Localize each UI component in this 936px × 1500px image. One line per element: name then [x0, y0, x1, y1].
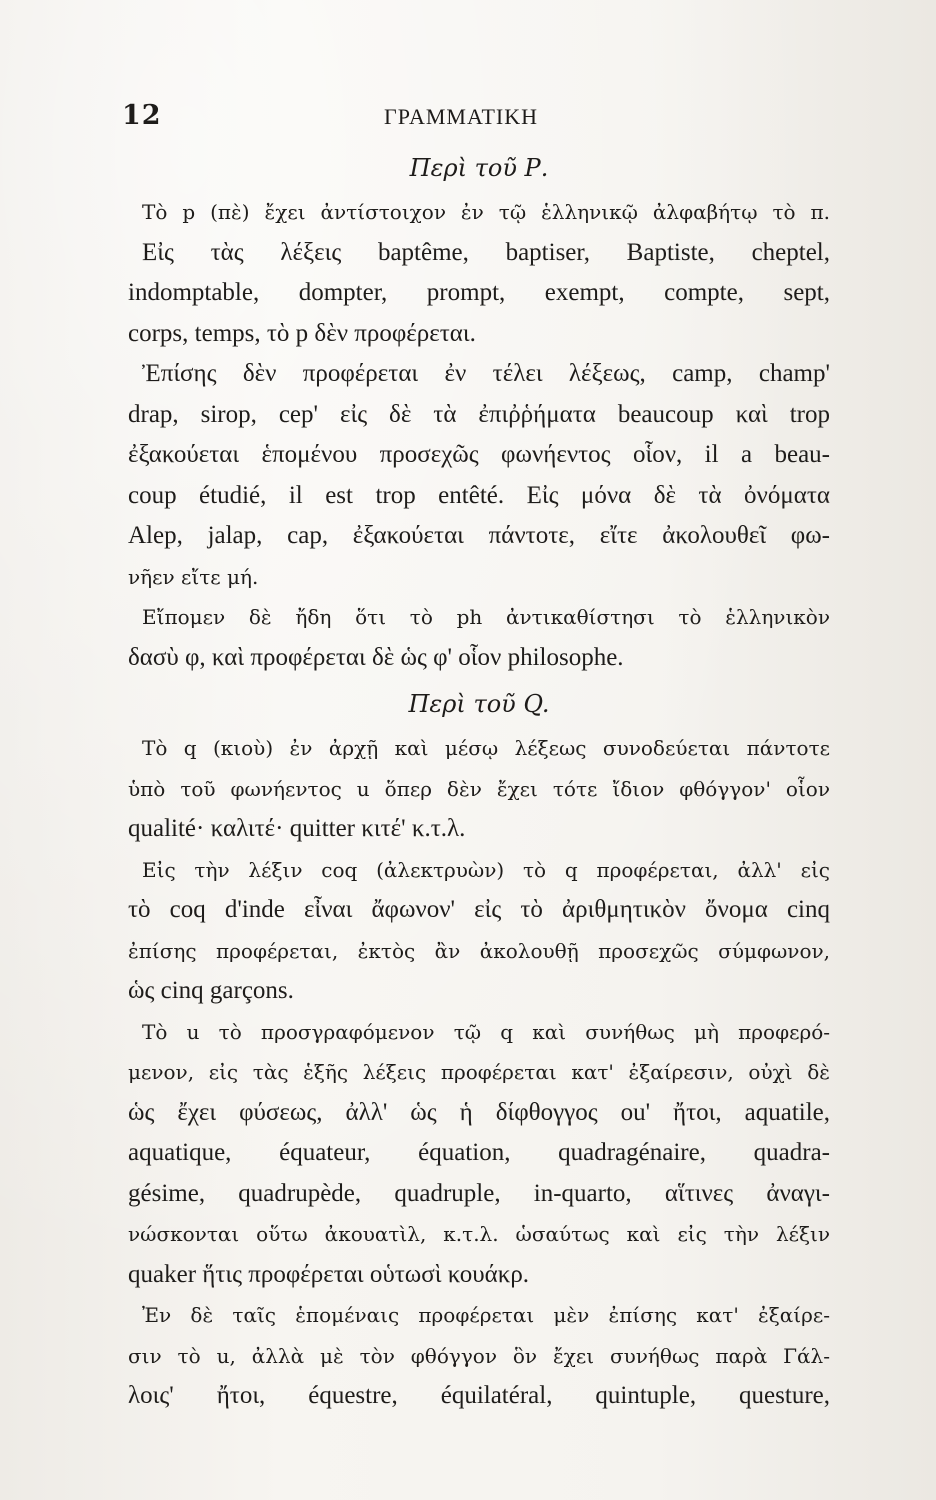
- text-line: Τὸ q (κιοὺ) ἐν ἀρχῇ καὶ μέσῳ λέξεως συνοδεύεται πάντοτε: [142, 736, 830, 760]
- text-line: gésime, quadrupède, quadruple, in-quarto, αἵτινες ἀναγι-: [128, 1179, 830, 1207]
- running-title: ΓΡΑΜΜΑΤΙΚΗ: [384, 104, 538, 129]
- text-line: Τὸ p (πὲ) ἔχει ἀντίστοιχον ἐν τῷ ἑλληνικῷ ἀλφαβήτῳ τὸ π.: [142, 200, 830, 224]
- text-line: σιν τὸ u, ἀλλὰ μὲ τὸν φθόγγον ὃν ἔχει συνήθως παρὰ Γάλ-: [128, 1343, 830, 1368]
- text-line: qualité· καλιτέ· quitter κιτέ' κ.τ.λ.: [128, 815, 466, 842]
- text-line: corps, temps, τὸ p δὲν προφέρεται.: [128, 319, 476, 347]
- text-line: ἐπίσης προφέρεται, ἐκτὸς ἂν ἀκολουθῇ προσεχῶς σύμφωνον,: [128, 938, 830, 963]
- body-text: [128, 150, 830, 1417]
- text-line: Εἰς τὴν λέξιν coq (ἀλεκτρυὼν) τὸ q προφέρεται, ἀλλ' εἰς: [142, 857, 830, 882]
- text-line: Τὸ u τὸ προσγραφόμενον τῷ q καὶ συνήθως μὴ προφερό-: [142, 1019, 830, 1044]
- text-line: νῆεν εἴτε μή.: [128, 564, 259, 589]
- section-heading-rho: Περὶ τοῦ Ρ.: [409, 154, 549, 182]
- text-line: Ἐν δὲ ταῖς ἑπομέναις προφέρεται μὲν ἐπίσης κατ' ἐξαίρε-: [142, 1303, 830, 1327]
- text-line: Alep, jalap, cap, ἐξακούεται πάντοτε, εἴτε ἀκολουθεῖ φω-: [128, 522, 830, 549]
- text-line: drap, sirop, cep' εἰς δὲ τὰ ἐπιῤῥήματα beaucoup καὶ trop: [128, 400, 830, 428]
- text-line: λοις' ἤτοι, équestre, équilatéral, quintuple, questure,: [128, 1382, 830, 1409]
- text-line: indomptable, dompter, prompt, exempt, compte, sept,: [128, 279, 830, 306]
- text-line: τὸ coq d'inde εἶναι ἄφωνον' εἰς τὸ ἀριθμητικὸν ὄνομα cinq: [128, 896, 830, 923]
- text-line: aquatique, équateur, équation, quadragénaire, quadra-: [128, 1139, 830, 1166]
- text-line: μενον, εἰς τὰς ἑξῆς λέξεις προφέρεται κατ' ἐξαίρεσιν, οὐχὶ δὲ: [128, 1060, 830, 1084]
- page-header: [122, 100, 836, 140]
- text-line: ἐξακούεται ἑπομένου προσεχῶς φωνήεντος οἷον, il a beau-: [128, 441, 830, 468]
- text-line: ὡς cinq garçons.: [128, 977, 294, 1004]
- text-line: νώσκονται οὕτω ἀκουατὶλ, κ.τ.λ. ὡσαύτως καὶ εἰς τὴν λέξιν: [128, 1222, 830, 1246]
- section-heading-q: Περὶ τοῦ Q.: [408, 690, 550, 718]
- text-line: quaker ἥτις προφέρεται οὑτωσὶ κουάκρ.: [128, 1260, 530, 1288]
- text-line: Εἴπομεν δὲ ἤδη ὅτι τὸ ph ἀντικαθίστησι τὸ ἑλληνικὸν: [142, 605, 830, 629]
- text-line: ὑπὸ τοῦ φωνήεντος u ὅπερ δὲν ἔχει τότε ἴδιον φθόγγον' οἷον: [128, 776, 830, 801]
- page-number: 12: [122, 100, 162, 131]
- text-line: coup étudié, il est trop entêté. Εἰς μόνα δὲ τὰ ὀνόματα: [128, 481, 830, 509]
- text-line: ὡς ἔχει φύσεως, ἀλλ' ὡς ἡ δίφθογγος ou' ἤτοι, aquatile,: [128, 1098, 830, 1126]
- text-line: Εἰς τὰς λέξεις baptême, baptiser, Baptiste, cheptel,: [142, 238, 830, 266]
- text-line: Ἐπίσης δὲν προφέρεται ἐν τέλει λέξεως, camp, champ': [142, 360, 830, 387]
- text-line: δασὺ φ, καὶ προφέρεται δὲ ὡς φ' οἷον philosophe.: [128, 643, 624, 671]
